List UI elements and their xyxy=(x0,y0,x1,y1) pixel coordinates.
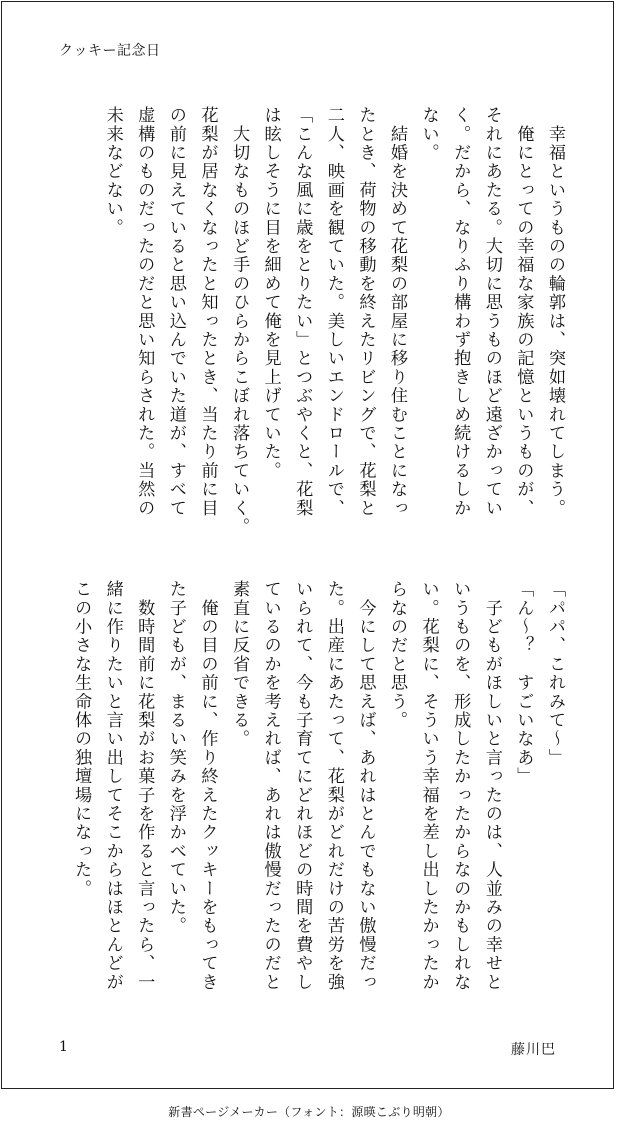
text-line: は眩しそうに目を細めて俺を見上げていた。 xyxy=(260,106,281,480)
text-line: それにあたる。大切に思うものほど遠ざかってい xyxy=(481,106,502,518)
text-line: 緒に作りたいと言い出してそこからはほとんどが xyxy=(102,580,123,992)
vertical-text-block-bottom xyxy=(50,580,570,1000)
text-line: 「ん〜？ すごいなあ」 xyxy=(513,580,534,786)
text-line: 子どもがほしいと言ったのは、人並みの幸せと xyxy=(481,580,502,992)
text-line: 花梨が居なくなったと知ったとき、当たり前に目 xyxy=(197,106,218,518)
text-line: 俺にとっての幸福な家族の記憶というものが、 xyxy=(513,106,534,518)
text-line: 幸福というものの輪郭は、突如壊れてしまう。 xyxy=(545,106,565,518)
text-line: た。出産にあたって、花梨がどれだけの苦労を強 xyxy=(323,580,344,992)
text-line: いられて、今も子育てにどれほどの時間を費やし xyxy=(292,580,313,992)
text-line: の前に見えていると思い込んでいた道が、すべて xyxy=(165,106,186,518)
running-header-title: クッキー記念日 xyxy=(59,43,161,59)
text-line: 結婚を決めて花梨の部屋に移り住むことになっ xyxy=(387,106,408,518)
text-line: た子どもが、まるい笑みを浮かべていた。 xyxy=(165,580,186,936)
text-line: この小さな生命体の独壇場になった。 xyxy=(71,580,92,898)
text-line: 二人、映画を観ていた。美しいエンドロールで、 xyxy=(323,106,344,518)
text-line: 素直に反省できる。 xyxy=(229,580,250,749)
text-line: ない。 xyxy=(418,106,439,163)
text-line: 未来などない。 xyxy=(102,106,123,237)
author-name: 藤川巴 xyxy=(511,1042,556,1058)
text-line: く。だから、なりふり構わず抱きしめ続けるしか xyxy=(450,106,471,518)
text-line: 大切なものほど手のひらからこぼれ落ちていく。 xyxy=(229,106,250,537)
page-number: 1 xyxy=(59,1039,68,1055)
book-page xyxy=(1,1,614,1089)
text-line: 俺の目の前に、作り終えたクッキーをもってき xyxy=(197,580,218,992)
text-line: 「こんな風に歳をとりたい」とつぶやくと、花梨 xyxy=(292,106,313,518)
text-line: 今にして思えば、あれはとんでもない傲慢だっ xyxy=(355,580,376,992)
text-line: い。花梨に、そういう幸福を差し出したかったか xyxy=(418,580,439,992)
generator-credit: 新書ページメーカー（フォント：源暎こぶり明朝） xyxy=(168,1105,450,1119)
text-line: 数時間前に花梨がお菓子を作ると言ったら、一 xyxy=(134,580,155,992)
text-line: たとき、荷物の移動を終えたリビングで、花梨と xyxy=(355,106,376,518)
text-line: ているのかを考えれば、あれは傲慢だったのだと xyxy=(260,580,281,992)
text-line: いうものを、形成したかったからなのかもしれな xyxy=(450,580,471,992)
text-line: 「パパ、これみて〜」 xyxy=(545,580,565,767)
text-line: らなのだと思う。 xyxy=(387,580,408,730)
vertical-text-block-top xyxy=(50,106,570,537)
text-line: 虚構のものだったのだと思い知らされた。当然の xyxy=(134,106,155,518)
